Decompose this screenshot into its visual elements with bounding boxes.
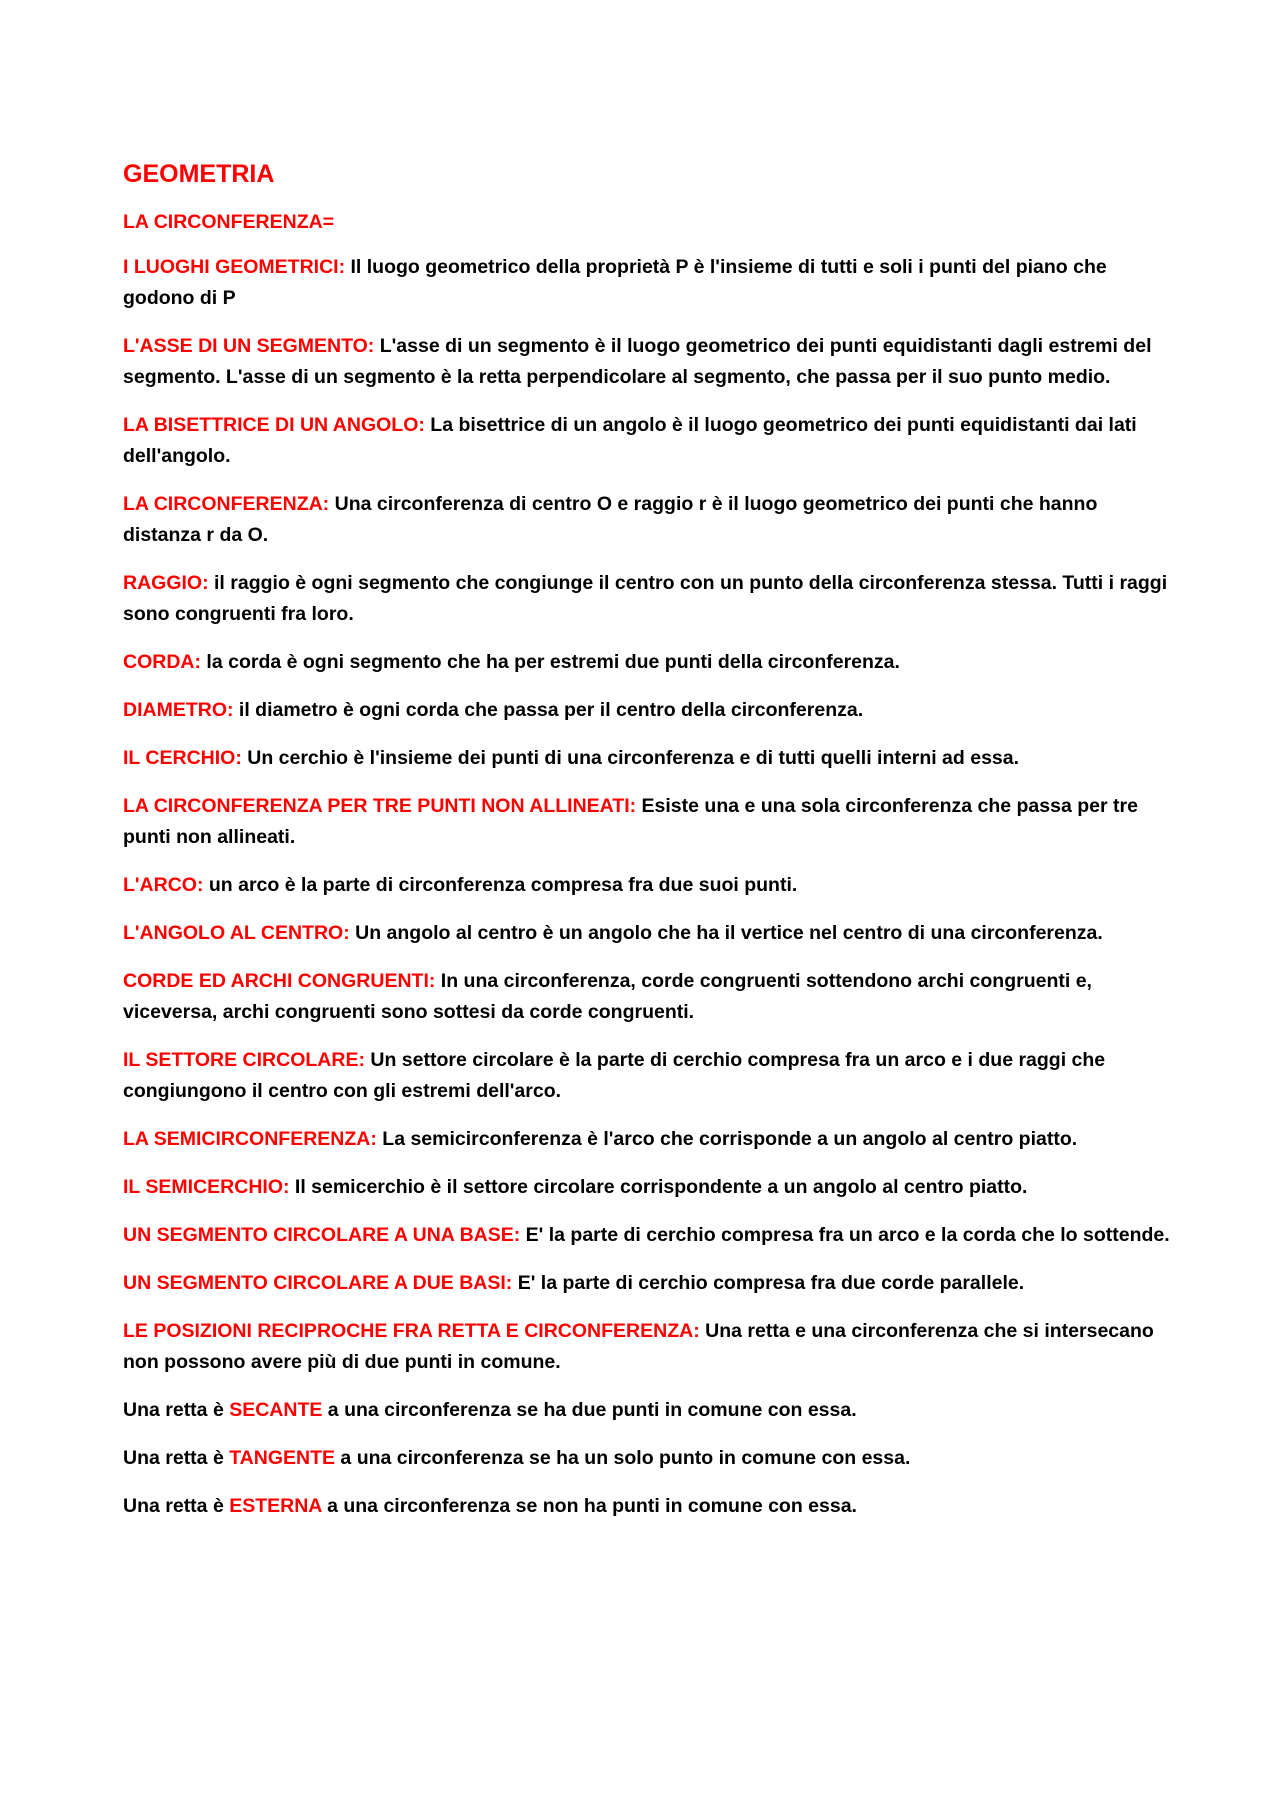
position-text-before: Una retta è xyxy=(123,1447,230,1469)
definition-term: IL CERCHIO: xyxy=(123,747,242,769)
position-paragraph xyxy=(123,1395,1173,1426)
definitions-list xyxy=(123,252,1173,1378)
definition-text: E' la parte di cerchio compresa fra due corde parallele. xyxy=(512,1272,1025,1294)
definition-text: Esiste una e una sola circonferenza che passa per tre punti non allineati. xyxy=(123,795,1138,848)
position-text-after: a una circonferenza se non ha punti in comune con essa. xyxy=(321,1495,857,1517)
definition-term: CORDA: xyxy=(123,651,201,673)
definition-paragraph xyxy=(123,743,1173,774)
definition-term: DIAMETRO: xyxy=(123,699,234,721)
definition-text: E' la parte di cerchio compresa fra un arco e la corda che lo sottende. xyxy=(520,1224,1170,1246)
definition-text: Il semicerchio è il settore circolare corrispondente a un angolo al centro piatto. xyxy=(289,1176,1028,1198)
definition-paragraph xyxy=(123,410,1173,472)
definition-text: In una circonferenza, corde congruenti sottendono archi congruenti e, viceversa, archi congruenti sono sottesi da corde congruenti. xyxy=(123,970,1092,1023)
position-text-after: a una circonferenza se ha due punti in comune con essa. xyxy=(322,1399,857,1421)
definition-text: la corda è ogni segmento che ha per estremi due punti della circonferenza. xyxy=(201,651,900,673)
definition-text: Un cerchio è l'insieme dei punti di una circonferenza e di tutti quelli interni ad essa. xyxy=(241,747,1020,769)
position-paragraph xyxy=(123,1491,1173,1522)
document-title: GEOMETRIA xyxy=(123,160,275,188)
definition-paragraph xyxy=(123,1172,1173,1203)
definition-text: La semicirconferenza è l'arco che corrisponde a un angolo al centro piatto. xyxy=(376,1128,1078,1150)
definition-term: IL SEMICERCHIO: xyxy=(123,1176,290,1198)
definition-paragraph xyxy=(123,252,1173,314)
definition-term: L'ASSE DI UN SEGMENTO: xyxy=(123,335,375,357)
definition-text: Una circonferenza di centro O e raggio r è il luogo geometrico dei punti che hanno distanza r da O. xyxy=(123,493,1098,546)
position-text-before: Una retta è xyxy=(123,1399,230,1421)
definition-term: I LUOGHI GEOMETRICI: xyxy=(123,256,346,278)
definition-paragraph xyxy=(123,1220,1173,1251)
definition-paragraph xyxy=(123,1316,1173,1378)
definition-term: LA BISETTRICE DI UN ANGOLO: xyxy=(123,414,425,436)
definition-text: Un angolo al centro è un angolo che ha il vertice nel centro di una circonferenza. xyxy=(349,922,1103,944)
definition-paragraph xyxy=(123,647,1173,678)
definition-paragraph xyxy=(123,489,1173,551)
definition-term: UN SEGMENTO CIRCOLARE A DUE BASI: xyxy=(123,1272,513,1294)
definition-paragraph xyxy=(123,966,1173,1028)
definition-term: LA CIRCONFERENZA: xyxy=(123,493,330,515)
definition-term: LA SEMICIRCONFERENZA: xyxy=(123,1128,377,1150)
definition-paragraph xyxy=(123,791,1173,853)
definition-text: il diametro è ogni corda che passa per il centro della circonferenza. xyxy=(233,699,864,721)
definition-term: LE POSIZIONI RECIPROCHE FRA RETTA E CIRCONFERENZA: xyxy=(123,1320,700,1342)
definition-term: CORDE ED ARCHI CONGRUENTI: xyxy=(123,970,436,992)
definition-term: LA CIRCONFERENZA PER TRE PUNTI NON ALLINEATI: xyxy=(123,795,637,817)
position-text-before: Una retta è xyxy=(123,1495,230,1517)
position-term: SECANTE xyxy=(229,1399,323,1421)
definition-paragraph xyxy=(123,918,1173,949)
definition-term: UN SEGMENTO CIRCOLARE A UNA BASE: xyxy=(123,1224,521,1246)
definition-paragraph xyxy=(123,331,1173,393)
definition-text: un arco è la parte di circonferenza compresa fra due suoi punti. xyxy=(203,874,798,896)
definition-paragraph xyxy=(123,1045,1173,1107)
definition-term: RAGGIO: xyxy=(123,572,209,594)
definition-paragraph xyxy=(123,870,1173,901)
definition-paragraph xyxy=(123,568,1173,630)
position-term: TANGENTE xyxy=(229,1447,336,1469)
definition-text: La bisettrice di un angolo è il luogo geometrico dei punti equidistanti dai lati dell'angolo. xyxy=(123,414,1137,467)
definition-term: L'ANGOLO AL CENTRO: xyxy=(123,922,350,944)
definition-term: L'ARCO: xyxy=(123,874,204,896)
position-term: ESTERNA xyxy=(229,1495,322,1517)
line-positions-list xyxy=(123,1395,1173,1522)
definition-paragraph xyxy=(123,1124,1173,1155)
definition-text: il raggio è ogni segmento che congiunge il centro con un punto della circonferenza stessa. Tutti i raggi sono congruenti fra loro. xyxy=(123,572,1168,625)
position-paragraph xyxy=(123,1443,1173,1474)
definition-text: L'asse di un segmento è il luogo geometrico dei punti equidistanti dagli estremi del segmento. L'asse di un segmento è la retta perpendicolare al segmento, che passa per il suo punto medio. xyxy=(123,335,1152,388)
definition-text: Una retta e una circonferenza che si intersecano non possono avere più di due punti in comune. xyxy=(123,1320,1154,1373)
definition-paragraph xyxy=(123,695,1173,726)
section-subtitle: LA CIRCONFERENZA= xyxy=(123,211,335,233)
definition-text: Il luogo geometrico della proprietà P è l'insieme di tutti e soli i punti del piano che godono di P xyxy=(123,256,1107,309)
definition-term: IL SETTORE CIRCOLARE: xyxy=(123,1049,365,1071)
position-text-after: a una circonferenza se ha un solo punto in comune con essa. xyxy=(335,1447,911,1469)
definition-paragraph xyxy=(123,1268,1173,1299)
document-page xyxy=(123,158,1173,1539)
definition-text: Un settore circolare è la parte di cerchio compresa fra un arco e i due raggi che congiungono il centro con gli estremi dell'arco. xyxy=(123,1049,1106,1102)
